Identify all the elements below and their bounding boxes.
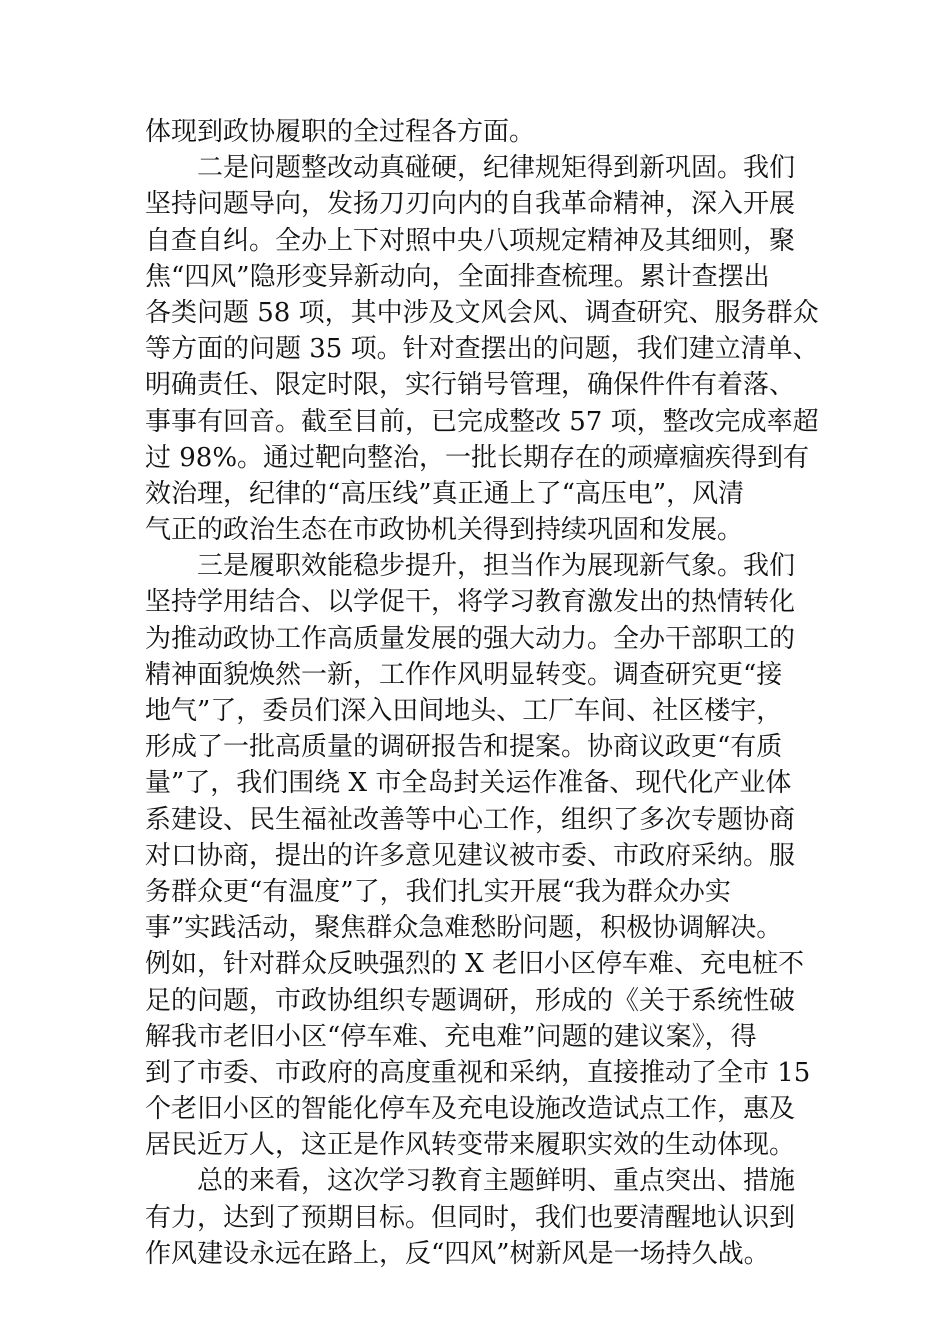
text-line: 三是履职效能稳步提升，担当作为展现新气象。我们 bbox=[197, 551, 796, 582]
text-line: 居民近万人，这正是作风转变带来履职实效的生动体现。 bbox=[145, 1130, 796, 1161]
text-line: 明确责任、限定时限，实行销号管理，确保件件有着落、 bbox=[145, 370, 796, 401]
text-line: 事”实践活动，聚焦群众急难愁盼问题，积极协调解决。 bbox=[145, 913, 783, 944]
text-line: 焦“四风”隐形变异新动向，全面排查梳理。累计查摆出 bbox=[145, 261, 770, 292]
text-line: 气正的政治生态在市政协机关得到持续巩固和发展。 bbox=[145, 515, 744, 546]
text-line: 坚持问题导向，发扬刀刃向内的自我革命精神，深入开展 bbox=[145, 189, 796, 220]
text-line: 量”了，我们围绕 X 市全岛封关运作准备、现代化产业体 bbox=[145, 768, 792, 799]
text-line: 等方面的问题 35 项。针对查摆出的问题，我们建立清单、 bbox=[145, 334, 819, 365]
text-line: 足的问题，市政协组织专题调研，形成的《关于系统性破 bbox=[145, 985, 796, 1016]
text-line: 体现到政协履职的全过程各方面。 bbox=[145, 117, 536, 147]
text-line: 作风建设永远在路上，反“四风”树新风是一场持久战。 bbox=[145, 1238, 770, 1269]
text-line: 务群众更“有温度”了，我们扎实开展“我为群众办实 bbox=[145, 876, 731, 907]
text-line: 二是问题整改动真碰硬，纪律规矩得到新巩固。我们 bbox=[197, 153, 796, 184]
text-line: 总的来看，这次学习教育主题鲜明、重点突出、措施 bbox=[197, 1166, 796, 1197]
text-line: 个老旧小区的智能化停车及充电设施改造试点工作，惠及 bbox=[145, 1094, 796, 1125]
text-line: 有力，达到了预期目标。但同时，我们也要清醒地认识到 bbox=[145, 1202, 796, 1233]
text-line: 地气”了，委员们深入田间地头、工厂车间、社区楼宇， bbox=[145, 696, 783, 726]
text-line: 事事有回音。截至目前，已完成整改 57 项，整改完成率超 bbox=[145, 406, 819, 437]
text-line: 形成了一批高质量的调研报告和提案。协商议政更“有质 bbox=[145, 732, 783, 763]
text-line: 精神面貌焕然一新，工作作风明显转变。调查研究更“接 bbox=[145, 659, 783, 690]
text-line: 解我市老旧小区“停车难、充电难”问题的建议案》，得 bbox=[145, 1021, 757, 1052]
text-line: 坚持学用结合、以学促干，将学习教育激发出的热情转化 bbox=[145, 587, 796, 618]
text-line: 对口协商，提出的许多意见建议被市委、市政府采纳。服 bbox=[145, 840, 796, 871]
text-line: 系建设、民生福祉改善等中心工作，组织了多次专题协商 bbox=[145, 804, 796, 835]
text-line: 过 98%。通过靶向整治，一批长期存在的顽瘴痼疾得到有 bbox=[145, 442, 810, 473]
text-line: 到了市委、市政府的高度重视和采纳，直接推动了全市 15 bbox=[145, 1057, 811, 1088]
document-body-text bbox=[145, 114, 819, 1272]
text-line: 效治理，纪律的“高压线”真正通上了“高压电”，风清 bbox=[145, 478, 745, 509]
text-line: 自查自纠。全办上下对照中央八项规定精神及其细则，聚 bbox=[145, 225, 796, 256]
text-line: 为推动政协工作高质量发展的强大动力。全办干部职工的 bbox=[145, 623, 796, 654]
text-line: 各类问题 58 项，其中涉及文风会风、调查研究、服务群众 bbox=[145, 297, 819, 328]
text-line: 例如，针对群众反映强烈的 X 老旧小区停车难、充电桩不 bbox=[145, 949, 805, 980]
